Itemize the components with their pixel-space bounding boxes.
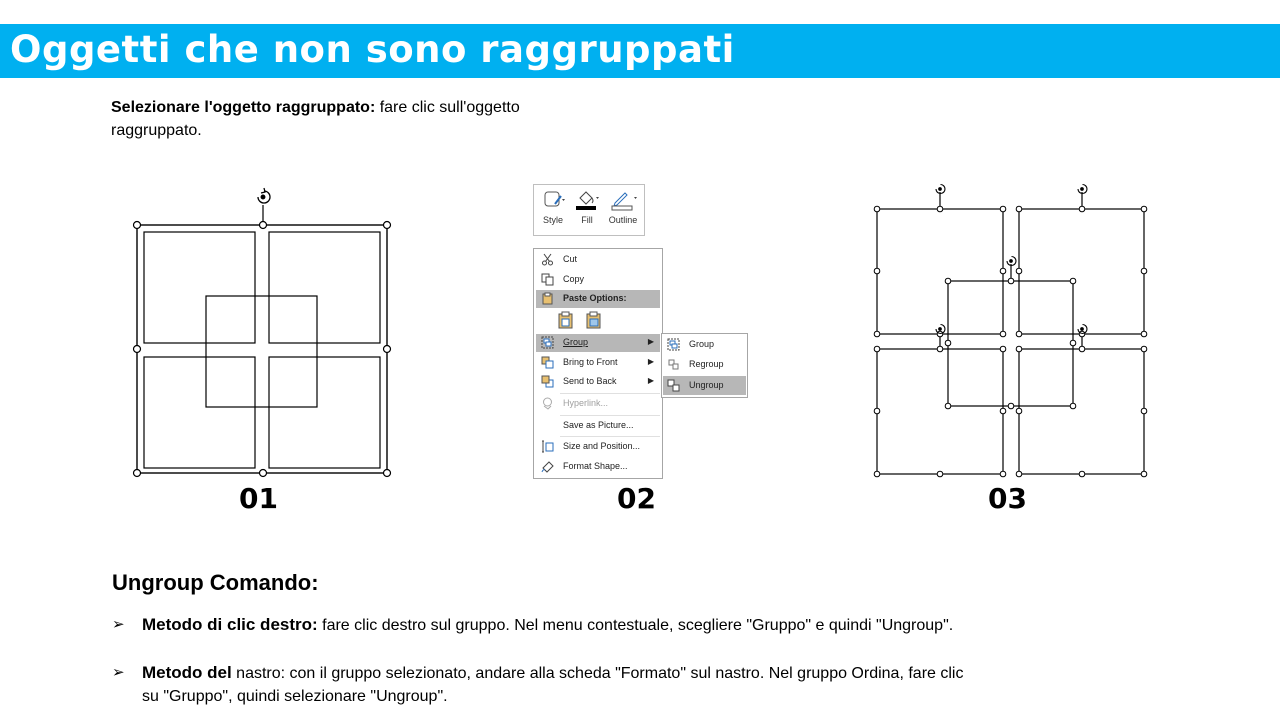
menu-separator bbox=[560, 415, 660, 416]
intro-bold: Selezionare l'oggetto raggruppato: bbox=[111, 99, 376, 116]
intro-text bbox=[111, 96, 611, 142]
menu-item-size-and-position[interactable]: Size and Position... bbox=[536, 438, 660, 456]
paint-bucket-icon bbox=[574, 189, 600, 211]
submenu-arrow-icon: ▶ bbox=[647, 357, 654, 366]
page-title: Oggetti che non sono raggruppati bbox=[10, 28, 735, 71]
menu-item-format-shape[interactable]: Format Shape... bbox=[536, 458, 660, 476]
group-icon bbox=[667, 338, 680, 351]
menu-item-bring-to-front[interactable]: Bring to Front ▶ bbox=[536, 354, 660, 372]
menu-item-hyperlink: Hyperlink... bbox=[536, 395, 660, 413]
menu-item-send-to-back[interactable]: Send to Back ▶ bbox=[536, 373, 660, 391]
submenu-item-ungroup[interactable]: Ungroup bbox=[663, 376, 746, 395]
rotate-handle-icon bbox=[936, 185, 1087, 334]
paste-keep-formatting-icon[interactable] bbox=[558, 311, 574, 329]
bullet-arrow-icon: ➢ bbox=[112, 616, 125, 633]
clipboard-icon bbox=[541, 292, 554, 305]
ribbon-shape-styles bbox=[533, 184, 645, 236]
figure-ungrouped-objects bbox=[860, 180, 1160, 485]
selection-handles bbox=[874, 206, 1147, 477]
regroup-icon bbox=[667, 358, 680, 371]
group-icon bbox=[541, 336, 554, 349]
bullet-arrow-icon: ➢ bbox=[112, 664, 125, 681]
intro-rest: fare clic sull'oggetto raggruppato. bbox=[111, 99, 520, 139]
send-to-back-icon bbox=[541, 375, 554, 388]
figure-label-01: 01 bbox=[239, 482, 278, 515]
figure-label-03: 03 bbox=[988, 482, 1027, 515]
section-title: Ungroup Comando: bbox=[112, 570, 319, 595]
title-bar bbox=[0, 24, 1280, 78]
submenu-item-regroup[interactable]: Regroup bbox=[663, 355, 746, 374]
submenu-arrow-icon: ▶ bbox=[647, 337, 654, 346]
figure-label-02: 02 bbox=[617, 482, 656, 515]
fill-button[interactable]: Fill bbox=[571, 187, 603, 231]
size-position-icon bbox=[541, 440, 554, 453]
menu-separator bbox=[560, 393, 660, 394]
menu-item-group[interactable]: Group ▶ bbox=[536, 334, 660, 352]
ungroup-icon bbox=[667, 379, 680, 392]
menu-item-cut[interactable]: Cut bbox=[536, 251, 660, 269]
hyperlink-icon bbox=[541, 397, 554, 410]
scissors-icon bbox=[541, 253, 554, 266]
menu-item-copy[interactable]: Copy bbox=[536, 271, 660, 289]
figure-grouped-object bbox=[120, 185, 410, 485]
rotate-handle-icon bbox=[258, 188, 270, 203]
copy-icon bbox=[541, 273, 554, 286]
selection-handles bbox=[134, 222, 391, 477]
menu-header-paste-options: Paste Options: bbox=[536, 290, 660, 308]
pen-outline-icon bbox=[609, 189, 639, 211]
bring-to-front-icon bbox=[541, 356, 554, 369]
outline-button[interactable]: Outline bbox=[605, 187, 641, 231]
submenu-item-group[interactable]: Group bbox=[663, 335, 746, 354]
style-icon bbox=[541, 189, 567, 211]
menu-separator bbox=[560, 436, 660, 437]
format-shape-icon bbox=[541, 460, 554, 473]
paste-picture-icon[interactable] bbox=[586, 311, 602, 329]
context-menu bbox=[533, 248, 663, 479]
menu-item-save-as-picture[interactable]: Save as Picture... bbox=[563, 420, 634, 430]
group-submenu bbox=[661, 333, 748, 398]
style-button[interactable]: Style bbox=[537, 187, 569, 231]
submenu-arrow-icon: ▶ bbox=[647, 376, 654, 385]
